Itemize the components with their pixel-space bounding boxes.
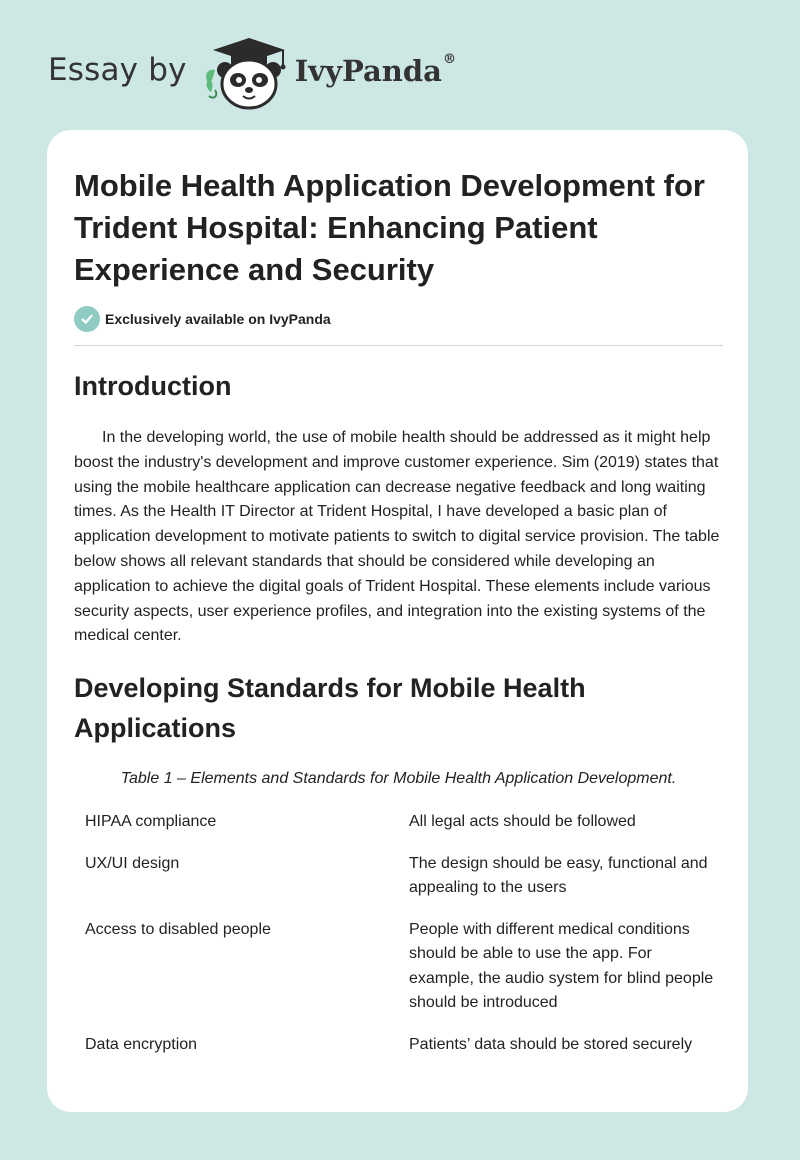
registered-mark: ® [442, 52, 456, 67]
exclusive-badge [74, 306, 331, 332]
section-heading-standards: Developing Standards for Mobile Health Applications [74, 673, 586, 743]
table-cell-standard: All legal acts should be followed [409, 813, 636, 830]
page-title: Mobile Health Application Development for Trident Hospital: Enhancing Patient Experience and Security [74, 168, 705, 287]
table-cell-standard: The design should be easy, functional and appealing to the users [409, 854, 708, 896]
exclusive-badge-label: Exclusively available on IvyPanda [105, 311, 331, 327]
standards-table [85, 810, 725, 1074]
table-cell-standard: People with different medical conditions should be able to use the app. For example, the audio system for blind people should be introduced [409, 920, 714, 1011]
brand-name-text: IvyPanda [294, 54, 442, 88]
essay-by-label: Essay by [48, 52, 187, 88]
table-row [85, 918, 725, 1016]
essay-card [47, 130, 748, 1112]
table-cell-element: HIPAA compliance [85, 813, 217, 830]
table-cell-element: Data encryption [85, 1035, 198, 1053]
table-cell-element: UX/UI design [85, 854, 180, 872]
introduction-paragraph: In the developing world, the use of mobile health should be addressed as it might help boost the industry's development and improve customer experience. Sim (2019) states that using the mobile healthcare application can decrease negative feedback and long waiting times. As the Health IT Director at Trident Hospital, I have developed a basic plan of application development to motivate patients to switch to digital service provision. The table below shows all relevant standards that should be considered while developing an application to achieve the digital goals of Trident Hospital. These elements include various security aspects, user experience profiles, and integration into the existing systems of the medical center. [74, 429, 720, 645]
table-row [85, 1033, 725, 1058]
table-caption: Table 1 – Elements and Standards for Mobile Health Application Development. [120, 770, 677, 787]
check-circle-icon [74, 306, 100, 332]
site-header [48, 36, 456, 110]
section-heading-introduction: Introduction [74, 371, 232, 401]
table-cell-element: Access to disabled people [85, 920, 271, 938]
table-cell-standard: Patients’ data should be stored securely [409, 1035, 693, 1053]
title-divider [74, 345, 723, 346]
table-row [85, 810, 725, 835]
brand-name [295, 54, 456, 88]
table-row [85, 852, 725, 901]
panda-graduate-icon [201, 36, 291, 110]
